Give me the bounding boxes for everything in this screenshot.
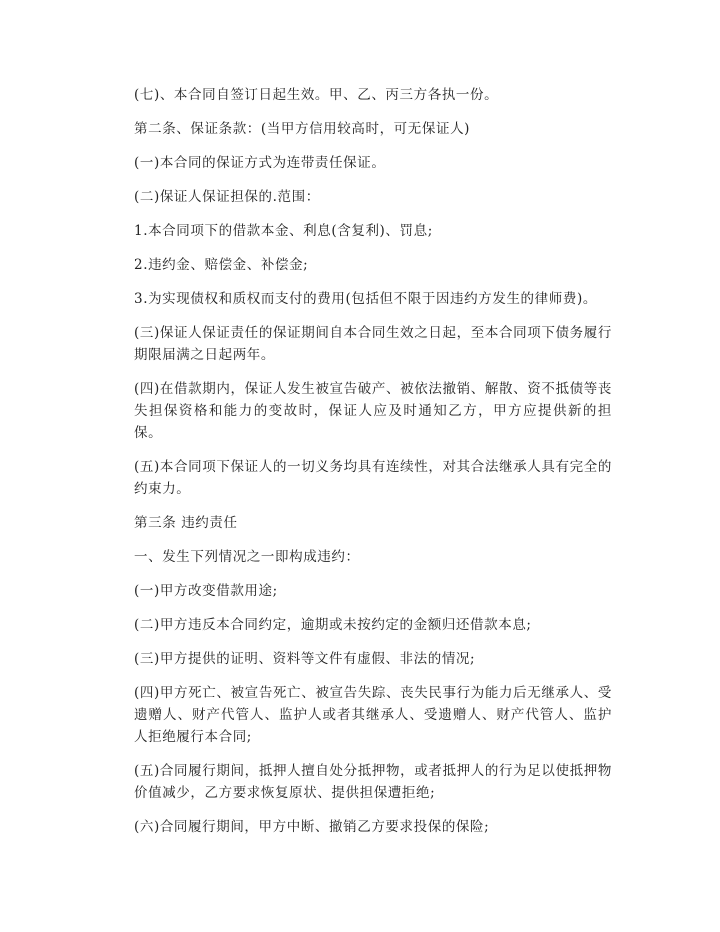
breach-item-4: (四)甲方死亡、被宣告死亡、被宣告失踪、丧失民事行为能力后无继承人、受遗赠人、财产代管人、监护人或者其继承人、受遗赠人、财产代管人、监护人拒绝履行本合同; <box>134 685 612 745</box>
breach-item-2: (二)甲方违反本合同约定，逾期或未按约定的金额归还借款本息; <box>134 617 532 633</box>
breach-item-6: (六)合同履行期间，甲方中断、撤销乙方要求投保的保险; <box>134 819 490 835</box>
scope-item-2: 2.违约金、赔偿金、补偿金; <box>134 257 309 273</box>
guarantee-period: (三)保证人保证责任的保证期间自本合同生效之日起，至本合同项下债务履行期限届满之日起两年。 <box>134 325 612 363</box>
article-2-heading: 第二条、保证条款：(当甲方信用较高时，可无保证人) <box>134 121 471 137</box>
breach-intro: 一、发生下列情况之一即构成违约： <box>134 549 360 565</box>
breach-item-1: (一)甲方改变借款用途; <box>134 583 278 599</box>
breach-item-3: (三)甲方提供的证明、资料等文件有虚假、非法的情况; <box>134 651 476 667</box>
guarantee-scope-heading: (二)保证人保证担保的.范围： <box>134 189 320 205</box>
scope-item-3: 3.为实现债权和质权而支付的费用(包括但不限于因违约方发生的律师费)。 <box>134 291 597 307</box>
breach-item-5: (五)合同履行期间，抵押人擅自处分抵押物，或者抵押人的行为足以使抵押物价值减少，乙方要求恢复原状、提供担保遭拒绝; <box>134 763 612 801</box>
article-3-heading: 第三条 违约责任 <box>134 515 238 531</box>
guarantor-continuity: (五)本合同项下保证人的一切义务均具有连续性，对其合法继承人具有完全的约束力。 <box>134 459 612 497</box>
clause-7-effective: (七)、本合同自签订日起生效。甲、乙、丙三方各执一份。 <box>134 87 499 103</box>
guarantor-change: (四)在借款期内，保证人发生被宣告破产、被依法撤销、解散、资不抵债等丧失担保资格和能力的变故时，保证人应及时通知乙方，甲方应提供新的担保。 <box>134 381 612 441</box>
guarantee-method: (一)本合同的保证方式为连带责任保证。 <box>134 155 386 171</box>
document-body <box>134 84 612 850</box>
scope-item-1: 1.本合同项下的借款本金、利息(含复利)、罚息; <box>134 223 433 239</box>
